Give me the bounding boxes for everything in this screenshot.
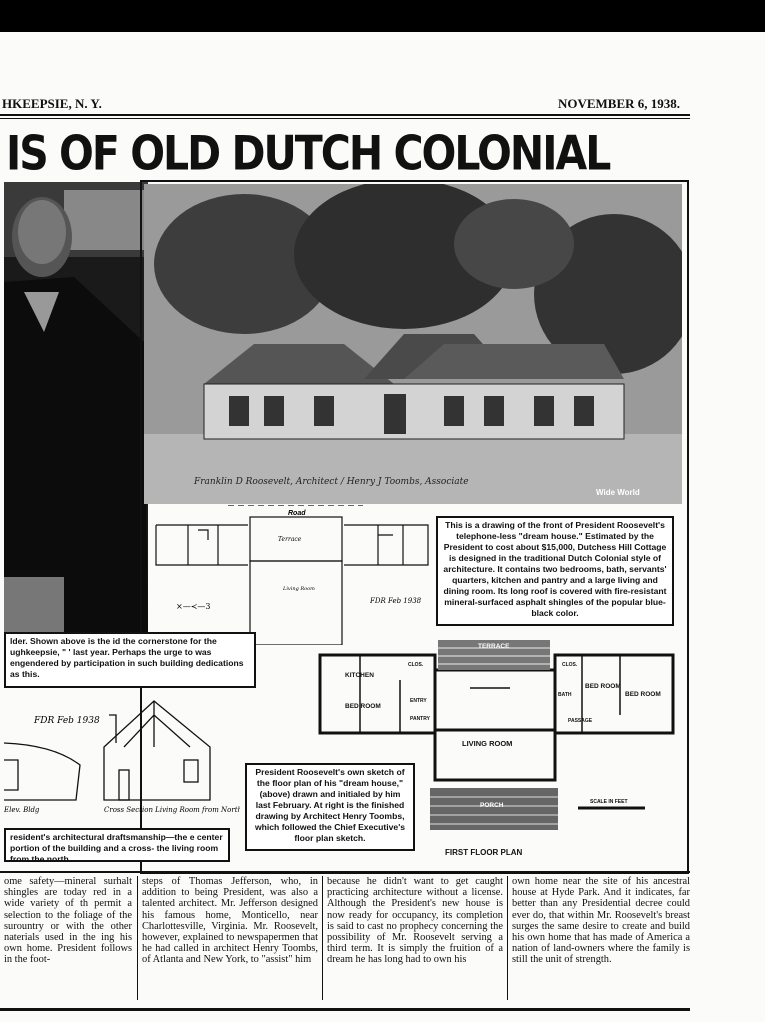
portrait-photo	[4, 182, 148, 632]
article-column-2: steps of Thomas Jefferson, who, in addition to being President, was also a talented architect. Mr. Jefferson designed his famous home, Monticello, near Charlottesville, Virginia. Mr. Roosevelt, however, explained to newspapermen that he had called in architect Henry Toombs, of Atlanta and New York, to "assist" him	[142, 876, 318, 966]
house-drawing	[144, 184, 682, 504]
sketch-terrace-label: Terrace	[278, 536, 302, 543]
headline: IS OF OLD DUTCH COLONIAL	[6, 126, 610, 182]
plan-bedroom-2: BED ROOM	[585, 683, 621, 690]
sketch-road-label: Road	[288, 510, 306, 517]
plan-bath: BATH	[558, 692, 572, 698]
dateline	[0, 96, 680, 112]
plan-pantry: PANTRY	[410, 716, 430, 722]
fdr-sketch	[148, 505, 438, 645]
plan-terrace: TERRACE	[478, 643, 510, 650]
columns-rule	[0, 871, 690, 873]
caption-cornerstone: lder. Shown above is the id the cornerstone for the ughkeepsie, " ' last year. Perhaps the urge to was engendered by participation in such building dedications as this.	[4, 632, 256, 688]
caption-sketch: President Roosevelt's own sketch of the floor plan of his "dream house," (above) drawn and initialed by him last February. At right is the finished drawing by Architect Henry Toombs, which followed the Chief Executive's floor plan sketch.	[245, 763, 415, 851]
column-divider	[322, 876, 323, 1000]
bottom-rule	[0, 1008, 690, 1011]
sketch-living-label: Living Room	[283, 586, 315, 592]
dateline-date: NOVEMBER 6, 1938.	[557, 96, 680, 111]
caption-dream-house: This is a drawing of the front of President Roosevelt's telephone-less "dream house." Estimated by the President to cost about $15,000, Dutchess Hill Cottage is designed in the traditional Dutch Colonial style of architecture. It contains two bedrooms, bath, servants' quarters, kitchen and pantry and a large living and dining room. Its long roof is covered with fire-resistant mineral-surfaced asphalt shingles of the popular blue-black color.	[436, 516, 674, 626]
dateline-rule-thin	[0, 118, 690, 119]
dateline-place: HKEEPSIE, N. Y.	[2, 96, 102, 111]
caption-draftsmanship: resident's architectural draftsmanship—the e center portion of the building and a cross- the living room from the north.	[4, 828, 230, 862]
elevation-label: Elev. Bldg	[4, 806, 40, 814]
plan-bedroom-1: BED ROOM	[345, 703, 381, 710]
column-divider	[507, 876, 508, 1000]
plan-passage: PASSAGE	[568, 718, 593, 724]
sketch-initials: FDR Feb 1938	[370, 597, 422, 605]
plan-living: LIVING ROOM	[462, 739, 513, 748]
photo-credit: Wide World	[596, 488, 640, 497]
cross-section-sketch	[4, 695, 240, 825]
cross-section-label: Cross Section Living Room from North	[104, 806, 240, 814]
article-columns	[4, 876, 694, 1002]
plan-kitchen: KITCHEN	[345, 672, 374, 679]
plan-closet-2: CLOS.	[562, 662, 578, 668]
article-column-1: ome safety—mineral surhalt shingles are today red in a wide variety of th permit a selection to the foliage of the surountry or with the other naterials used in the ing his own home. President follows in the foot-	[4, 876, 132, 966]
plan-bedroom-3: BED ROOM	[625, 691, 661, 698]
scan-black-bar	[0, 0, 765, 32]
drawing-signature: Franklin D Roosevelt, Architect / Henry J Toombs, Associate	[194, 477, 469, 487]
plan-entry: ENTRY	[410, 698, 427, 704]
article-column-3: because he didn't want to get caught practicing architecture without a license. Although the President's new house is now ready for occupancy, its completion is said to cast no prophecy concerning the possibility of Mr. Roosevelt serving a third term. It is simply the fruition of a dream he has long had to own his	[327, 876, 503, 966]
plan-porch: PORCH	[480, 802, 504, 809]
plan-title: FIRST FLOOR PLAN	[445, 848, 523, 857]
cross-section-initials: FDR Feb 1938	[34, 716, 100, 726]
dateline-rule	[0, 114, 690, 116]
compass-mark: ×—≺—3	[176, 602, 211, 611]
column-divider	[137, 876, 138, 1000]
plan-scale: SCALE IN FEET	[590, 799, 628, 805]
plan-closet-1: CLOS.	[408, 662, 424, 668]
article-column-4: own home near the site of his ancestral house at Hyde Park. And it indicates, far better than any Presidential decree could ever do, that within Mr. Roosevelt's breast surges the same desire to create and build his own home that has made of America a nation of land-owners where the family is still the unit of strength.	[512, 876, 690, 966]
